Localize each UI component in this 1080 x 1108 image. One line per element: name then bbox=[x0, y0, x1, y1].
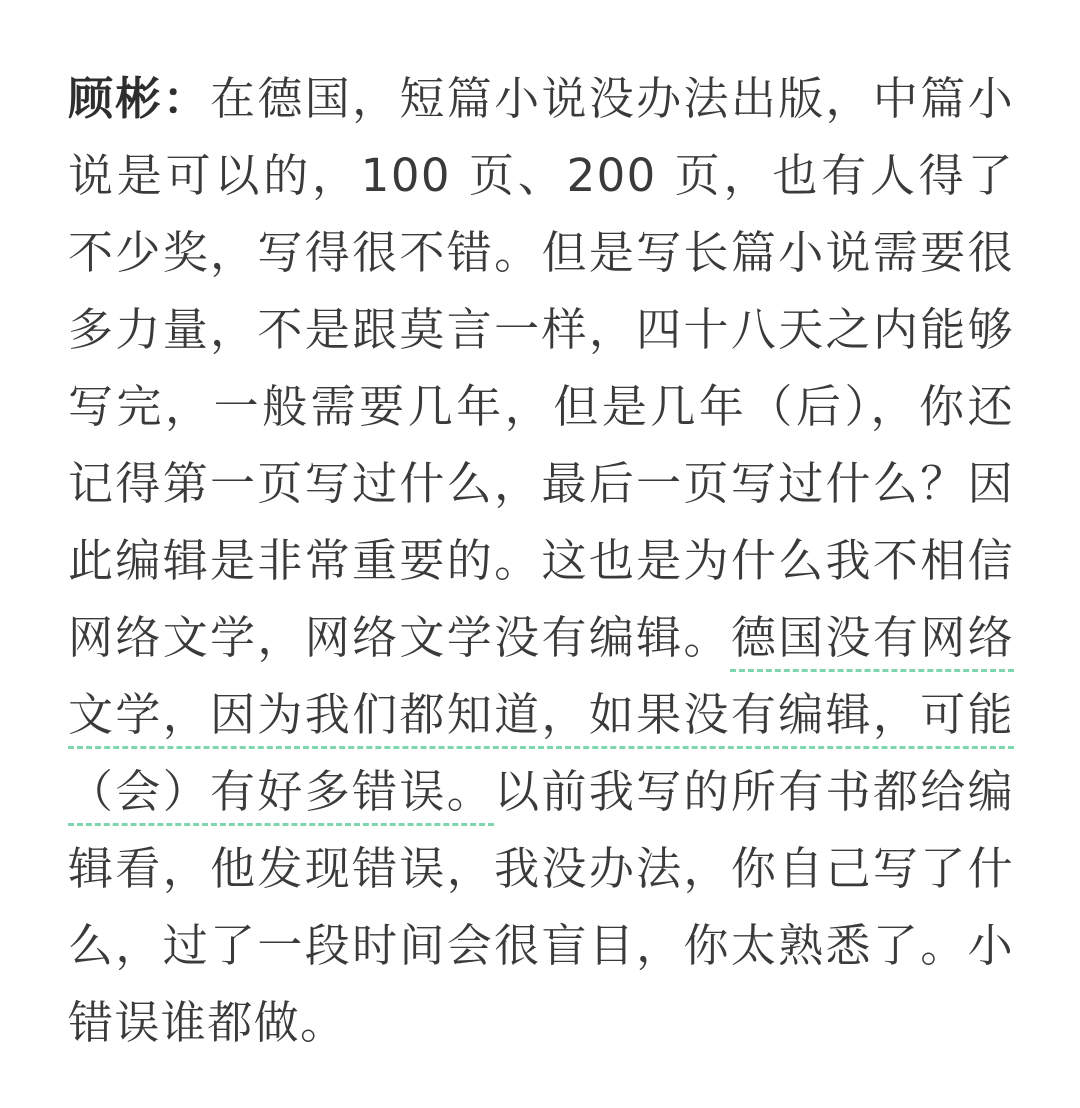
highlighted-underline-text: 德国没有网络文学，因为我们都知道，如果没有编辑，可能（会）有好多错误。 bbox=[68, 611, 1014, 818]
speaker-name: 顾彬： bbox=[68, 72, 211, 125]
paragraph-text-before: 在德国，短篇小说没办法出版，中篇小说是可以的，100 页、200 页，也有人得了不少奖，写得很不错。但是写长篇小说需要很多力量，不是跟莫言一样，四十八天之内能够写完，一般需要几年，但是几年（后），你还记得第一页写过什么，最后一页写过什么？因此编辑是非常重要的。这也是为什么我不相信网络文学，网络文学没有编辑。 bbox=[68, 72, 1014, 664]
paragraph-text-after: 以前我写的所有书都给编辑看，他发现错误，我没办法，你自己写了什么，过了一段时间会很盲目，你太熟悉了。小错误谁都做。 bbox=[68, 765, 1014, 1049]
quote-paragraph bbox=[68, 60, 1014, 1061]
